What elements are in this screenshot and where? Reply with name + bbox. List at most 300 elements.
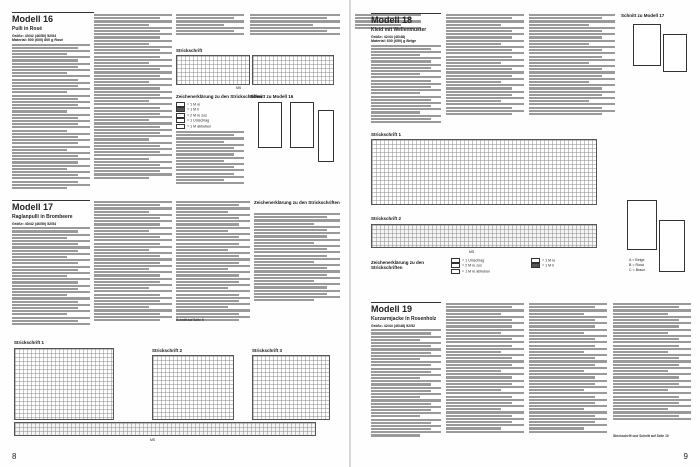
text-line <box>529 411 607 413</box>
text-line <box>94 14 172 16</box>
text-line <box>176 284 250 286</box>
text-line <box>254 248 327 250</box>
text-line <box>94 167 172 169</box>
text-line <box>529 78 615 80</box>
text-line <box>529 424 607 426</box>
text-line <box>613 396 679 398</box>
text-line <box>446 303 524 305</box>
text-line <box>613 322 691 324</box>
text-line <box>94 87 160 89</box>
text-line <box>613 380 691 382</box>
model-16-chart-title: Strickschrift <box>176 48 203 53</box>
text-line <box>176 252 250 254</box>
text-line <box>94 30 160 32</box>
text-line <box>529 309 607 311</box>
text-line <box>446 75 512 77</box>
text-line <box>176 303 250 305</box>
model-16-text-col-3b <box>176 130 244 194</box>
text-line <box>371 419 441 421</box>
text-line <box>94 129 172 131</box>
legend-symbol <box>531 263 540 268</box>
text-line <box>446 103 524 105</box>
text-line <box>446 408 501 410</box>
text-line <box>94 116 172 118</box>
legend-symbol <box>176 107 185 112</box>
model-18-header <box>371 13 441 26</box>
text-line <box>371 67 431 69</box>
text-line <box>371 403 431 405</box>
model-17-schematic-sleeve <box>663 34 687 72</box>
text-line <box>12 310 90 312</box>
text-line <box>446 332 501 334</box>
text-line <box>371 374 441 376</box>
text-line <box>446 78 524 80</box>
text-line <box>250 30 327 32</box>
text-line <box>12 272 90 274</box>
text-line <box>371 383 431 385</box>
text-line <box>94 236 160 238</box>
text-line <box>613 389 668 391</box>
model-16-size: Größe: 40/42 (46/50) 52/54 <box>12 34 57 38</box>
text-line <box>446 360 524 362</box>
text-line <box>529 84 615 86</box>
model-16-legend <box>176 102 246 129</box>
text-line <box>371 64 441 66</box>
text-line <box>529 71 615 73</box>
text-line <box>94 262 160 264</box>
model-18-ms-label: MS <box>469 250 475 254</box>
model-19-size: Größe: 42/44 (46/48) 52/52 <box>371 324 416 328</box>
model-17-size: Größe: 40/42 (46/50) 52/54 <box>12 222 57 226</box>
text-line <box>254 255 327 257</box>
text-line <box>94 78 172 80</box>
text-line <box>12 184 90 186</box>
text-line <box>371 361 441 363</box>
text-line <box>371 102 441 104</box>
text-line <box>176 144 244 146</box>
model-17-schematic-body <box>633 24 661 66</box>
text-line <box>371 118 431 120</box>
text-line <box>529 62 589 64</box>
text-line <box>94 107 160 109</box>
text-line <box>371 83 441 85</box>
text-line <box>94 278 172 280</box>
text-line <box>94 290 172 292</box>
text-line <box>446 30 512 32</box>
text-line <box>613 370 668 372</box>
text-line <box>12 53 67 55</box>
text-line <box>12 50 90 52</box>
text-line <box>613 341 691 343</box>
text-line <box>176 30 234 32</box>
text-line <box>250 24 313 26</box>
text-line <box>446 399 524 401</box>
text-line <box>446 329 524 331</box>
text-line <box>446 113 512 115</box>
text-line <box>613 313 668 315</box>
text-line <box>176 271 250 273</box>
text-line <box>12 114 90 116</box>
text-line <box>254 258 340 260</box>
text-line <box>613 399 691 401</box>
legend-symbol <box>176 124 185 129</box>
text-line <box>529 373 607 375</box>
text-line <box>12 181 78 183</box>
text-line <box>176 281 239 283</box>
text-line <box>176 309 250 311</box>
text-line <box>176 24 224 26</box>
text-line <box>12 313 67 315</box>
text-line <box>94 132 160 134</box>
text-line <box>176 236 239 238</box>
text-line <box>446 100 501 102</box>
text-line <box>371 409 431 411</box>
text-line <box>94 268 149 270</box>
text-line <box>176 201 250 203</box>
model-16-subtitle: Pulli in Rosé <box>12 26 43 32</box>
legend-item: = 2 M re zus <box>462 263 482 268</box>
text-line <box>94 43 149 45</box>
model-18-text-col-3 <box>529 13 615 127</box>
text-line <box>371 80 431 82</box>
text-line <box>529 94 602 96</box>
text-line <box>613 415 679 417</box>
text-line <box>529 100 589 102</box>
text-line <box>446 386 524 388</box>
text-line <box>12 227 90 229</box>
text-line <box>12 136 78 138</box>
text-line <box>176 233 250 235</box>
legend-item: = 1 M re <box>542 258 556 263</box>
model-18-legend <box>451 258 531 274</box>
text-line <box>529 427 584 429</box>
model-17-knit-chart-2 <box>152 355 234 420</box>
text-line <box>12 171 90 173</box>
text-line <box>94 36 160 38</box>
text-line <box>176 223 239 225</box>
page-number-right: 9 <box>683 452 688 461</box>
text-line <box>446 46 524 48</box>
text-line <box>176 157 244 159</box>
text-line <box>613 354 691 356</box>
model-16-text-col-4 <box>250 13 340 45</box>
text-line <box>12 117 78 119</box>
text-line <box>529 110 615 112</box>
text-line <box>12 158 90 160</box>
text-line <box>613 405 691 407</box>
text-line <box>176 207 250 209</box>
text-line <box>446 84 524 86</box>
model-18-title: Modell 18 <box>371 15 413 25</box>
legend-symbol <box>176 113 185 118</box>
text-line <box>176 141 224 143</box>
text-line <box>529 27 615 29</box>
text-line <box>529 59 615 61</box>
text-line <box>12 47 78 49</box>
text-line <box>529 14 615 16</box>
text-line <box>529 113 602 115</box>
text-line <box>250 17 327 19</box>
text-line <box>94 52 172 54</box>
text-line <box>371 60 431 62</box>
text-line <box>176 134 234 136</box>
text-line <box>176 246 250 248</box>
text-line <box>12 120 90 122</box>
text-line <box>254 226 340 228</box>
text-line <box>12 101 90 103</box>
model-17-schematic-title: Schnitt zu Modell 17 <box>621 13 665 18</box>
text-line <box>176 258 250 260</box>
text-line <box>176 160 224 162</box>
text-line <box>446 20 524 22</box>
text-line <box>94 138 149 140</box>
text-line <box>94 84 172 86</box>
text-line <box>176 137 244 139</box>
text-line <box>254 293 327 295</box>
text-line <box>94 20 172 22</box>
text-line <box>446 52 524 54</box>
color-key-item: A = Beige <box>629 258 645 262</box>
text-line <box>371 121 441 123</box>
text-line <box>254 270 340 272</box>
text-line <box>446 418 524 420</box>
text-line <box>12 234 90 236</box>
text-line <box>12 294 67 296</box>
model-18-knit-chart-1 <box>371 139 597 205</box>
text-line <box>446 341 524 343</box>
text-line <box>446 71 524 73</box>
text-line <box>12 69 90 71</box>
model-19-text-col-1 <box>371 324 441 444</box>
model-18-knit-chart-2 <box>371 224 597 248</box>
text-line <box>446 345 512 347</box>
text-line <box>529 345 595 347</box>
text-line <box>176 17 234 19</box>
text-line <box>371 406 441 408</box>
text-line <box>254 216 327 218</box>
text-line <box>529 43 589 45</box>
text-line <box>250 14 340 16</box>
text-line <box>12 317 90 319</box>
text-line <box>613 319 679 321</box>
text-line <box>12 161 78 163</box>
text-line <box>12 281 78 283</box>
text-line <box>446 24 501 26</box>
model-18-chart-2-title: Strickschrift 2 <box>371 216 402 221</box>
text-line <box>613 364 679 366</box>
text-line <box>94 103 172 105</box>
model-17-legend-title: Zeichenerklärung zu den Strickschriften <box>254 200 340 205</box>
text-line <box>529 389 584 391</box>
text-line <box>176 27 244 29</box>
text-line <box>254 229 327 231</box>
text-line <box>94 287 149 289</box>
text-line <box>613 360 691 362</box>
text-line <box>371 380 441 382</box>
model-19-header <box>371 302 441 315</box>
text-line <box>12 246 90 248</box>
text-line <box>529 107 602 109</box>
text-line <box>176 243 239 245</box>
text-line <box>371 425 441 427</box>
text-line <box>446 396 512 398</box>
text-line <box>446 313 501 315</box>
model-16-legend-title: Zeichenerklärung zu den Strickschriften <box>176 94 262 99</box>
text-line <box>176 147 234 149</box>
text-line <box>94 211 149 213</box>
legend-item: = 1 M li <box>187 107 199 112</box>
text-line <box>94 306 149 308</box>
text-line <box>529 376 595 378</box>
text-line <box>94 94 160 96</box>
text-line <box>529 87 602 89</box>
text-line <box>94 294 160 296</box>
text-line <box>529 380 607 382</box>
text-line <box>254 232 340 234</box>
legend-item: = 1 M re abheben <box>462 269 491 274</box>
text-line <box>371 105 431 107</box>
text-line <box>176 182 244 184</box>
text-line <box>94 33 172 35</box>
text-line <box>371 115 441 117</box>
model-17-chart-2-title: Strickschrift 2 <box>152 348 183 353</box>
text-line <box>446 65 524 67</box>
text-line <box>94 243 160 245</box>
model-16-text-col-2 <box>94 13 172 194</box>
text-line <box>613 351 668 353</box>
text-line <box>371 412 441 414</box>
text-line <box>94 65 172 67</box>
text-line <box>529 33 615 35</box>
text-line <box>371 336 441 338</box>
text-line <box>446 373 524 375</box>
text-line <box>94 265 172 267</box>
text-line <box>12 152 90 154</box>
text-line <box>12 301 78 303</box>
text-line <box>12 126 90 128</box>
text-line <box>94 27 172 29</box>
text-line <box>12 133 90 135</box>
text-line <box>529 415 595 417</box>
text-line <box>446 33 524 35</box>
text-line <box>371 358 420 360</box>
text-line <box>94 40 172 42</box>
text-line <box>371 390 431 392</box>
text-line <box>371 422 431 424</box>
model-18-subtitle: Kleid mit Wellenmuster <box>371 27 427 33</box>
text-line <box>529 335 607 337</box>
text-line <box>371 345 431 347</box>
text-line <box>371 76 441 78</box>
text-line <box>176 169 244 171</box>
text-line <box>446 405 524 407</box>
text-line <box>12 285 90 287</box>
text-line <box>529 97 615 99</box>
text-line <box>12 177 90 179</box>
text-line <box>613 303 691 305</box>
text-line <box>254 296 340 298</box>
text-line <box>176 214 250 216</box>
text-line <box>12 149 67 151</box>
text-line <box>371 89 441 91</box>
text-line <box>613 386 691 388</box>
text-line <box>371 111 420 113</box>
text-line <box>613 392 691 394</box>
text-line <box>94 223 160 225</box>
text-line <box>529 408 584 410</box>
text-line <box>613 402 679 404</box>
text-line <box>94 249 149 251</box>
text-line <box>94 255 160 257</box>
text-line <box>94 313 160 315</box>
text-line <box>446 27 524 29</box>
text-line <box>176 20 244 22</box>
model-19-subtitle: Kurzarmjacke in Rosenholz <box>371 316 437 322</box>
text-line <box>94 252 172 254</box>
model-16-schematic-title: Schnitt zu Modell 16 <box>250 94 294 99</box>
text-line <box>446 91 524 93</box>
model-17-knit-chart-base <box>14 422 316 436</box>
model-17-schematic-front <box>627 200 657 250</box>
text-line <box>371 54 420 56</box>
text-line <box>12 304 90 306</box>
text-line <box>371 48 431 50</box>
text-line <box>446 389 501 391</box>
text-line <box>94 316 172 318</box>
model-16-schematic-back <box>258 102 282 148</box>
legend-item: = 1 M li <box>542 263 554 268</box>
text-line <box>446 36 512 38</box>
text-line <box>94 68 160 70</box>
text-line <box>94 119 149 121</box>
text-line <box>12 174 78 176</box>
text-line <box>94 24 149 26</box>
text-line <box>12 259 90 261</box>
text-line <box>176 230 228 232</box>
model-17-continued: Schnitt auf Seite 9 <box>176 318 204 322</box>
model-19-text-col-3 <box>529 302 607 444</box>
text-line <box>613 408 668 410</box>
text-line <box>446 62 501 64</box>
text-line <box>12 59 78 61</box>
text-line <box>94 110 172 112</box>
model-16-knit-chart-b <box>252 55 334 85</box>
text-line <box>12 320 78 322</box>
text-line <box>12 75 90 77</box>
text-line <box>12 187 67 189</box>
text-line <box>446 348 524 350</box>
text-line <box>12 110 67 112</box>
text-line <box>176 268 228 270</box>
model-16-text-col-1 <box>12 34 90 194</box>
text-line <box>12 240 90 242</box>
text-line <box>176 300 239 302</box>
text-line <box>529 91 615 93</box>
text-line <box>371 415 420 417</box>
legend-symbol <box>451 263 460 268</box>
text-line <box>176 150 244 152</box>
text-line <box>94 81 149 83</box>
model-19-text-col-4 <box>613 302 691 432</box>
text-line <box>446 107 512 109</box>
text-line <box>94 303 172 305</box>
text-line <box>529 20 615 22</box>
text-line <box>446 383 512 385</box>
text-line <box>254 261 314 263</box>
text-line <box>12 130 67 132</box>
text-line <box>529 348 607 350</box>
text-line <box>12 104 78 106</box>
